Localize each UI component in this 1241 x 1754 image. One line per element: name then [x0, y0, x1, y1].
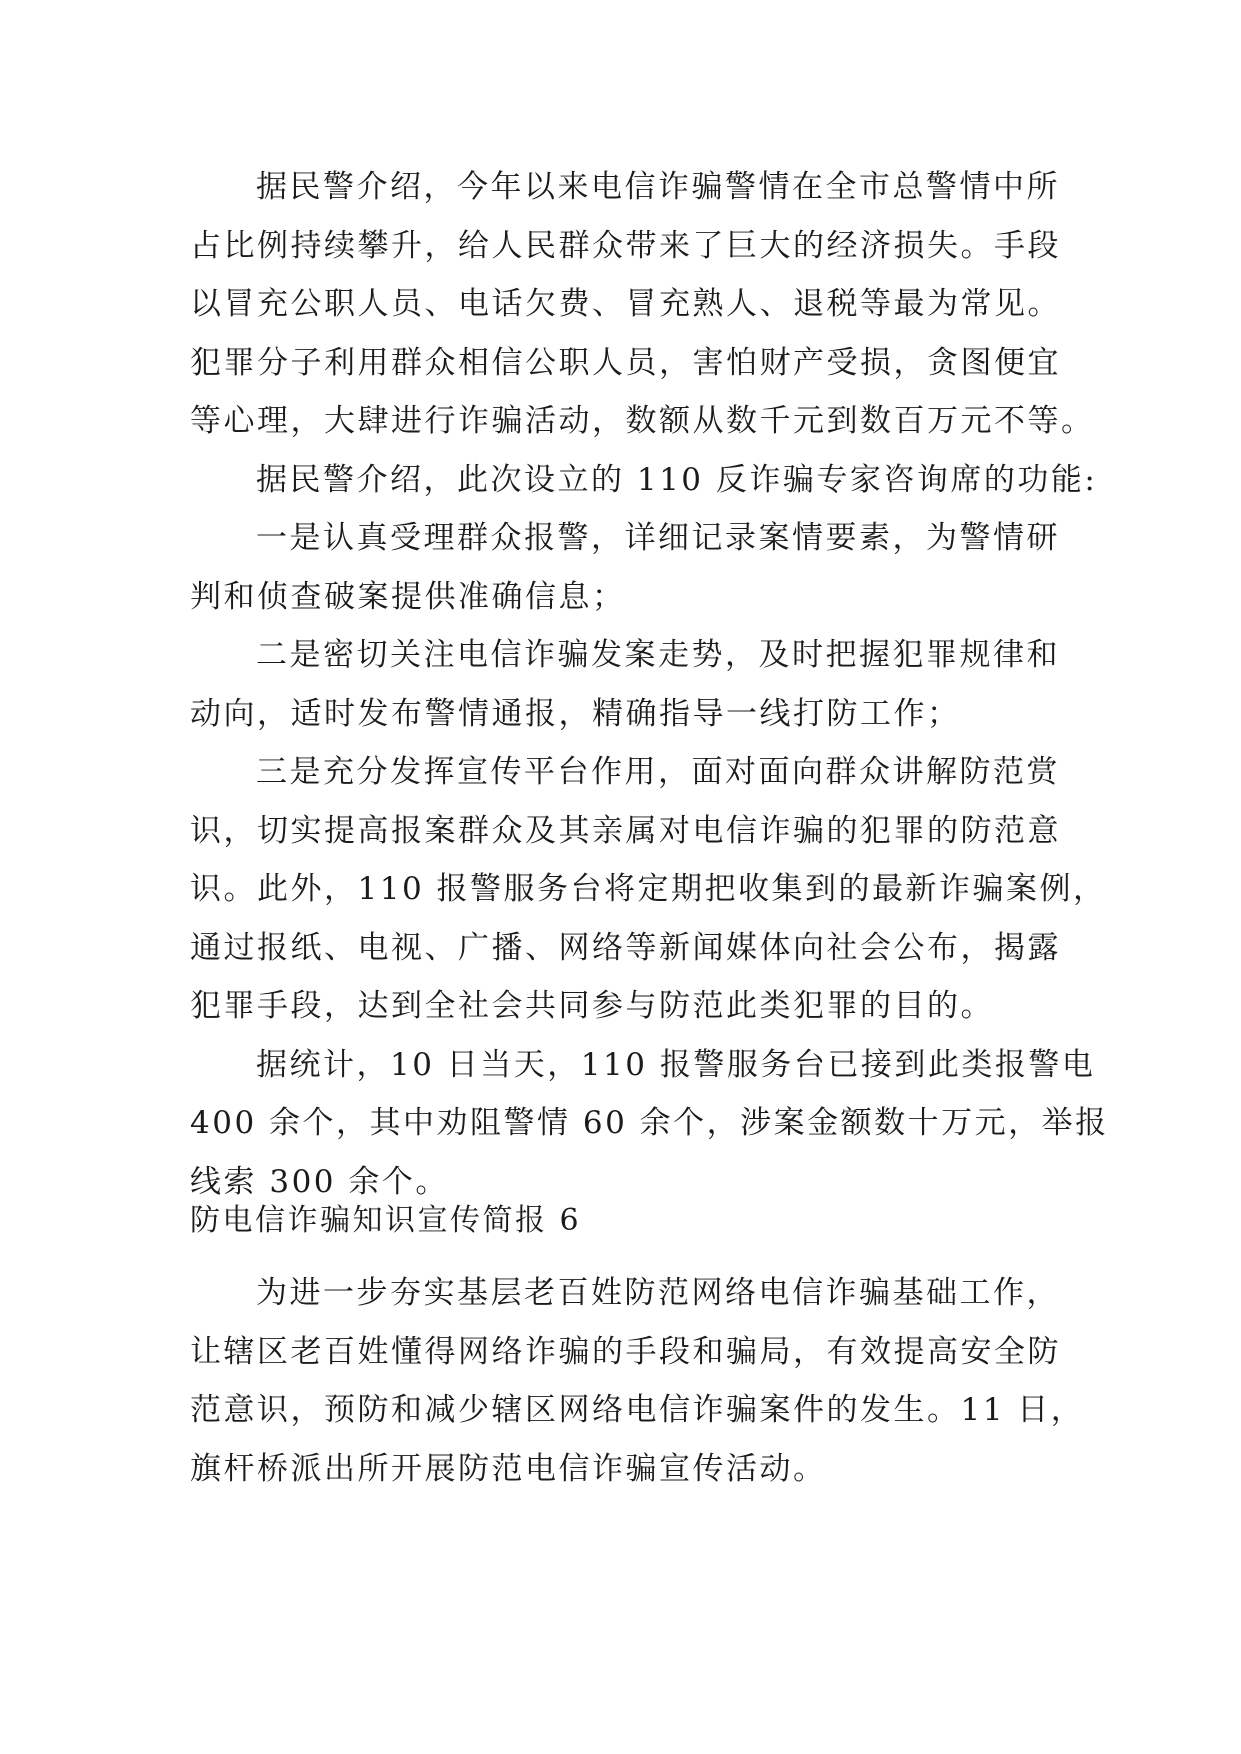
text-line: 二是密切关注电信诈骗发案走势，及时把握犯罪规律和 [256, 637, 1060, 673]
text-line: 犯罪手段，达到全社会共同参与防范此类犯罪的目的。 [190, 988, 994, 1024]
text-line: 一是认真受理群众报警，详细记录案情要素，为警情研 [256, 520, 1060, 556]
text-line: 400 余个，其中劝阻警情 60 余个，涉案金额数十万元，举报 [190, 1105, 1109, 1141]
text-line: 范意识，预防和减少辖区网络电信诈骗案件的发生。11 日， [190, 1392, 1085, 1428]
text-line: 动向，适时发布警情通报，精确指导一线打防工作； [190, 695, 961, 732]
text-line: 等心理，大肆进行诈骗活动，数额从数千元到数百万元不等。 [190, 403, 1095, 439]
section-heading: 防电信诈骗知识宣传简报 6 [190, 1203, 582, 1238]
text-line: 据统计，10 日当天，110 报警服务台已接到此类报警电 [256, 1046, 1096, 1083]
text-line: 旗杆桥派出所开展防范电信诈骗宣传活动。 [190, 1450, 827, 1487]
text-line: 通过报纸、电视、广播、网络等新闻媒体向社会公布，揭露 [190, 929, 1061, 966]
text-line: 识。此外，110 报警服务台将定期把收集到的最新诈骗案例， [190, 871, 1107, 907]
text-line: 据民警介绍，今年以来电信诈骗警情在全市总警情中所 [256, 169, 1060, 205]
text-line: 线索 300 余个。 [190, 1163, 449, 1200]
text-line: 为进一步夯实基层老百姓防范网络电信诈骗基础工作， [256, 1275, 1060, 1311]
body-text-block-1 [190, 158, 1109, 1211]
text-line: 三是充分发挥宣传平台作用，面对面向群众讲解防范赏 [256, 754, 1060, 790]
text-line: 犯罪分子利用群众相信公职人员，害怕财产受损，贪图便宜 [190, 344, 1061, 381]
text-line: 据民警介绍，此次设立的 110 反诈骗专家咨询席的功能: [256, 461, 1098, 498]
text-line: 识，切实提高报案群众及其亲属对电信诈骗的犯罪的防范意 [190, 812, 1061, 849]
text-line: 占比例持续攀升，给人民群众带来了巨大的经济损失。手段 [190, 227, 1061, 264]
text-line: 让辖区老百姓懂得网络诈骗的手段和骗局，有效提高安全防 [190, 1333, 1061, 1370]
text-line: 以冒充公职人员、电话欠费、冒充熟人、退税等最为常见。 [190, 286, 1061, 322]
body-text-block-2 [190, 1264, 1085, 1498]
text-line: 判和侦查破案提供准确信息； [190, 578, 626, 615]
